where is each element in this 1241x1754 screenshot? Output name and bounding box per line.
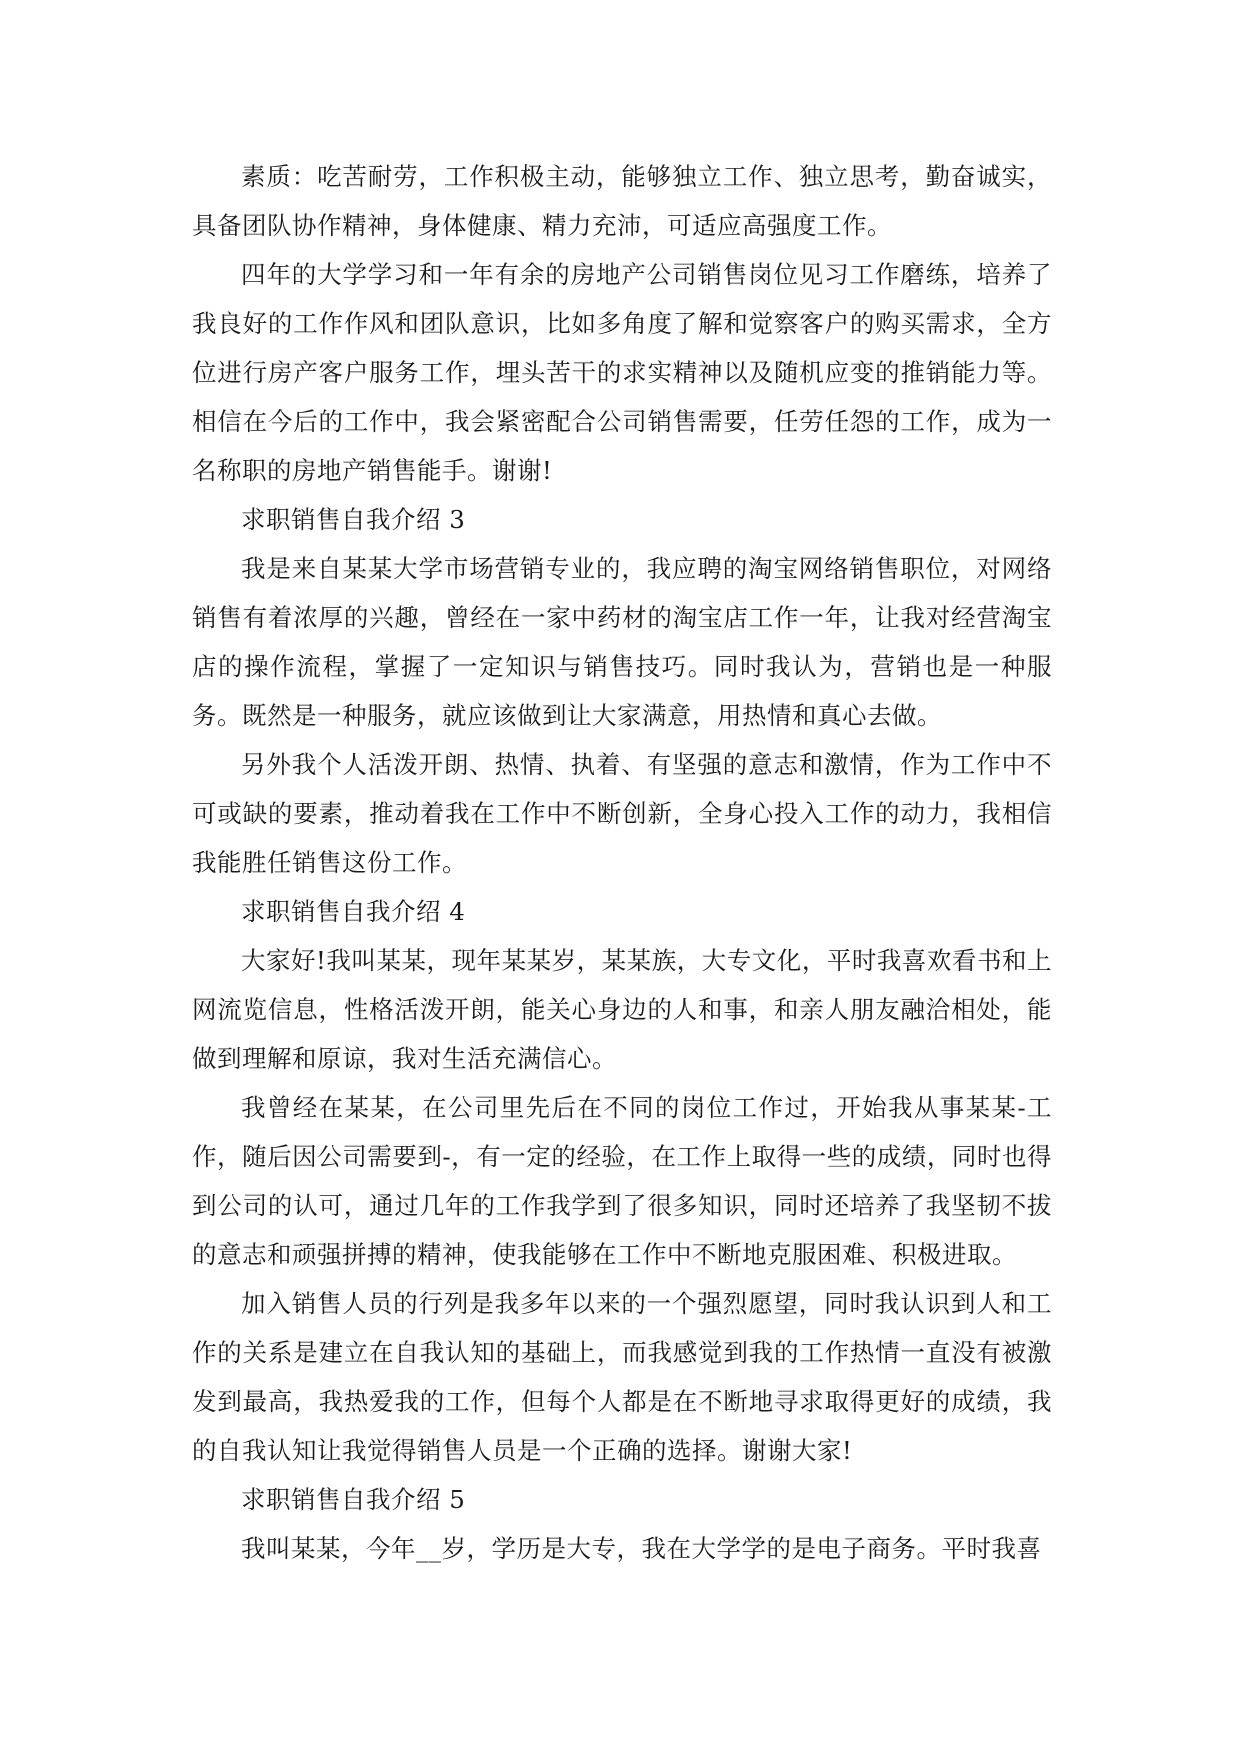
paragraph: 我叫某某，今年__岁，学历是大专，我在大学学的是电子商务。平时我喜 [241,1534,1042,1563]
paragraph: 四年的大学学习和一年有余的房地产公司销售岗位见习工作磨练，培养了我良好的工作作风和团队意识，比如多角度了解和觉察客户的购买需求，全方位进行房产客户服务工作，埋头苦干的求实精神以及随机应变的推销能力等。相信在今后的工作中，我会紧密配合公司销售需要，任劳任怨的工作，成为一名称职的房地产销售能手。谢谢! [192,260,1052,485]
section-heading: 求职销售自我介绍 3 [241,505,466,534]
paragraph: 大家好!我叫某某，现年某某岁，某某族，大专文化，平时我喜欢看书和上网流览信息，性格活泼开朗，能关心身边的人和事，和亲人朋友融洽相处，能做到理解和原谅，我对生活充满信心。 [192,946,1052,1073]
paragraph: 加入销售人员的行列是我多年以来的一个强烈愿望，同时我认识到人和工作的关系是建立在自我认知的基础上，而我感觉到我的工作热情一直没有被激发到最高，我热爱我的工作，但每个人都是在不断地寻求取得更好的成绩，我的自我认知让我觉得销售人员是一个正确的选择。谢谢大家! [192,1289,1052,1465]
paragraph: 另外我个人活泼开朗、热情、执着、有坚强的意志和激情，作为工作中不可或缺的要素，推动着我在工作中不断创新，全身心投入工作的动力，我相信我能胜任销售这份工作。 [192,750,1052,877]
section-heading: 求职销售自我介绍 5 [241,1485,466,1514]
paragraph: 素质：吃苦耐劳，工作积极主动，能够独立工作、独立思考，勤奋诚实，具备团队协作精神，身体健康、精力充沛，可适应高强度工作。 [192,162,1052,240]
paragraph: 我是来自某某大学市场营销专业的，我应聘的淘宝网络销售职位，对网络销售有着浓厚的兴趣，曾经在一家中药材的淘宝店工作一年，让我对经营淘宝店的操作流程，掌握了一定知识与销售技巧。同时我认为，营销也是一种服务。既然是一种服务，就应该做到让大家满意，用热情和真心去做。 [192,554,1052,730]
document-body [192,152,1052,1573]
section-heading: 求职销售自我介绍 4 [241,897,466,926]
paragraph: 我曾经在某某，在公司里先后在不同的岗位工作过，开始我从事某某-工作，随后因公司需要到-，有一定的经验，在工作上取得一些的成绩，同时也得到公司的认可，通过几年的工作我学到了很多知识，同时还培养了我坚韧不拔的意志和顽强拼搏的精神，使我能够在工作中不断地克服困难、积极进取。 [192,1093,1052,1269]
